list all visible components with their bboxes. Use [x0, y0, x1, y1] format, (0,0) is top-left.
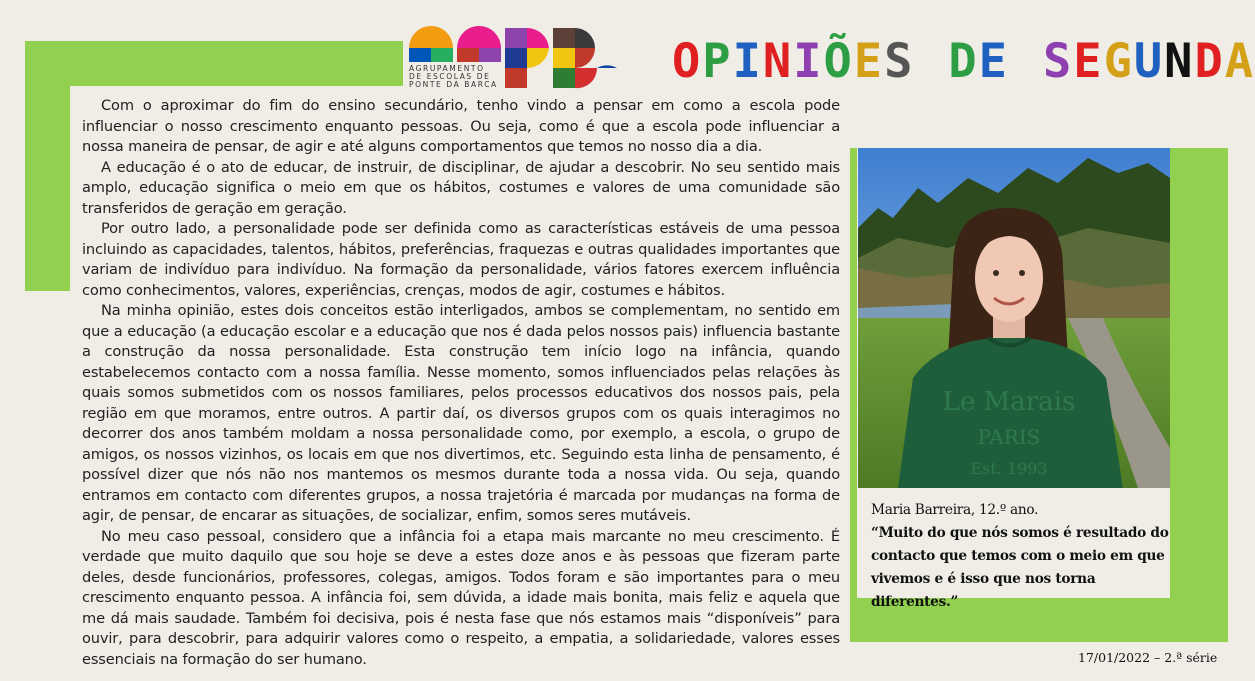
title-letter: S	[1042, 34, 1074, 89]
article-paragraph: No meu caso pessoal, considero que a infância foi a etapa mais marcante no meu crescimento. É verdade que muito daquilo que sou hoje se deve a estes doze anos e às pessoas que fizeram parte deles, desde funcionários, professores, colegas, amigos. Todos foram e são importantes para o meu crescimento enquanto pessoa. A infância foi, sem dúvida, a idade mais bonita, mais feliz e aquela que me dá mais saudade. Também foi decisiva, pois é nesta fase que nós estamos mais “disponíveis” para ouvir, para descobrir, para adquirir valores como o respeito, a empatia, a solidariedade, valores esses essenciais na formação do ser humano.	[82, 527, 840, 668]
title-letter: E	[1073, 34, 1104, 89]
article-paragraph: Na minha opinião, estes dois conceitos estão interligados, ambos se complementam, no sentido em que a educação (a educação escolar e a educação que nos é dada pelos nossos pais) influencia bastante a construção da nossa personalidade. Esta construção tem início logo na infância, quando estabelecemos contacto com a nossa família. Nesse momento, somos influenciados pelas relações às quais somos submetidos com os nossos familiares, pelos processos educativos dos nossos pais, pela região em que moramos, entre outros. A partir daí, os diversos grupos com os quais interagimos no decorrer dos anos também moldam a nossa personalidade como, por exemplo, a escola, o grupo de amigos, os nossos vizinhos, os locais em que nos divertimos, etc. Seguindo esta linha de pensamento, é possível dizer que nós não nos mantemos os mesmos durante toda a nossa vida. Ou seja, quando entramos em contacto com diferentes grupos, a nossa trajetória é marcada por mudanças na forma de agir, de pensar, de encarar as situações, de socializar, enfim, somos seres mutáveis.	[82, 302, 840, 524]
student-quote: “Muito do que nós somos é resultado do contacto que temos com o meio em que vivemos e é isso que nos torna diferentes.”	[871, 525, 1169, 610]
title-letter: N	[1164, 34, 1195, 89]
title-letter: I	[793, 34, 824, 89]
photo-caption	[871, 499, 1171, 614]
title-letter: D	[948, 34, 979, 89]
logo-text-line-3: PONTE DA BARCA	[409, 80, 498, 89]
logo-text-line-1: AGRUPAMENTO	[409, 64, 485, 73]
title-letter: D	[1194, 34, 1225, 89]
title-letter: Õ	[823, 34, 854, 89]
student-name: Maria Barreira, 12.º ano.	[871, 502, 1039, 518]
title-word	[948, 34, 1009, 90]
logo-text-line-2: DE ESCOLAS DE	[409, 72, 491, 81]
title-letter: P	[702, 34, 733, 89]
sweatshirt-text-3: Est. 1993	[970, 459, 1048, 478]
article-paragraph: A educação é o ato de educar, de instruir, de disciplinar, de ajudar a descobrir. No seu sentido mais amplo, educação significa o meio em que os hábitos, costumes e valores de uma comunidade são transferidos de geração em geração.	[82, 158, 840, 217]
title-letter: E	[978, 34, 1009, 89]
article-paragraph: Por outro lado, a personalidade pode ser definida como as características estáveis de uma pessoa incluindo as capacidades, talentos, hábitos, preferências, fraquezas e outras qualidades importantes que variam de indivíduo para indivíduo. Na formação da personalidade, vários fatores exercem influência como conhecimentos, valores, experiências, crenças, modos de agir, costumes e hábitos.	[82, 220, 840, 299]
student-photo	[858, 148, 1170, 488]
title-letter: G	[1103, 34, 1134, 89]
title-word	[1043, 34, 1255, 90]
title-letter: O	[672, 34, 703, 89]
sweatshirt-text-1: Le Marais	[942, 387, 1076, 417]
title-letter: I	[732, 34, 763, 89]
title-letter: U	[1133, 34, 1165, 89]
title-word	[672, 34, 914, 90]
sweatshirt-text-2: PARIS	[977, 425, 1041, 449]
title-letter: E	[853, 34, 885, 89]
date-series-label: 17/01/2022 – 2.ª série	[1078, 650, 1218, 665]
article-body	[82, 96, 840, 670]
school-logo	[409, 26, 619, 90]
title-letter: S	[884, 34, 915, 89]
title-letter: A	[1224, 34, 1255, 89]
article-paragraph: Com o aproximar do fim do ensino secundário, tenho vindo a pensar em como a escola pode influenciar o nosso crescimento enquanto pessoas. Ou seja, como é que a escola pode influenciar a nossa maneira de pensar, de agir e até alguns comportamentos que temos no nosso dia a dia.	[82, 97, 840, 155]
page-title	[672, 34, 1255, 90]
title-letter: N	[762, 34, 794, 89]
